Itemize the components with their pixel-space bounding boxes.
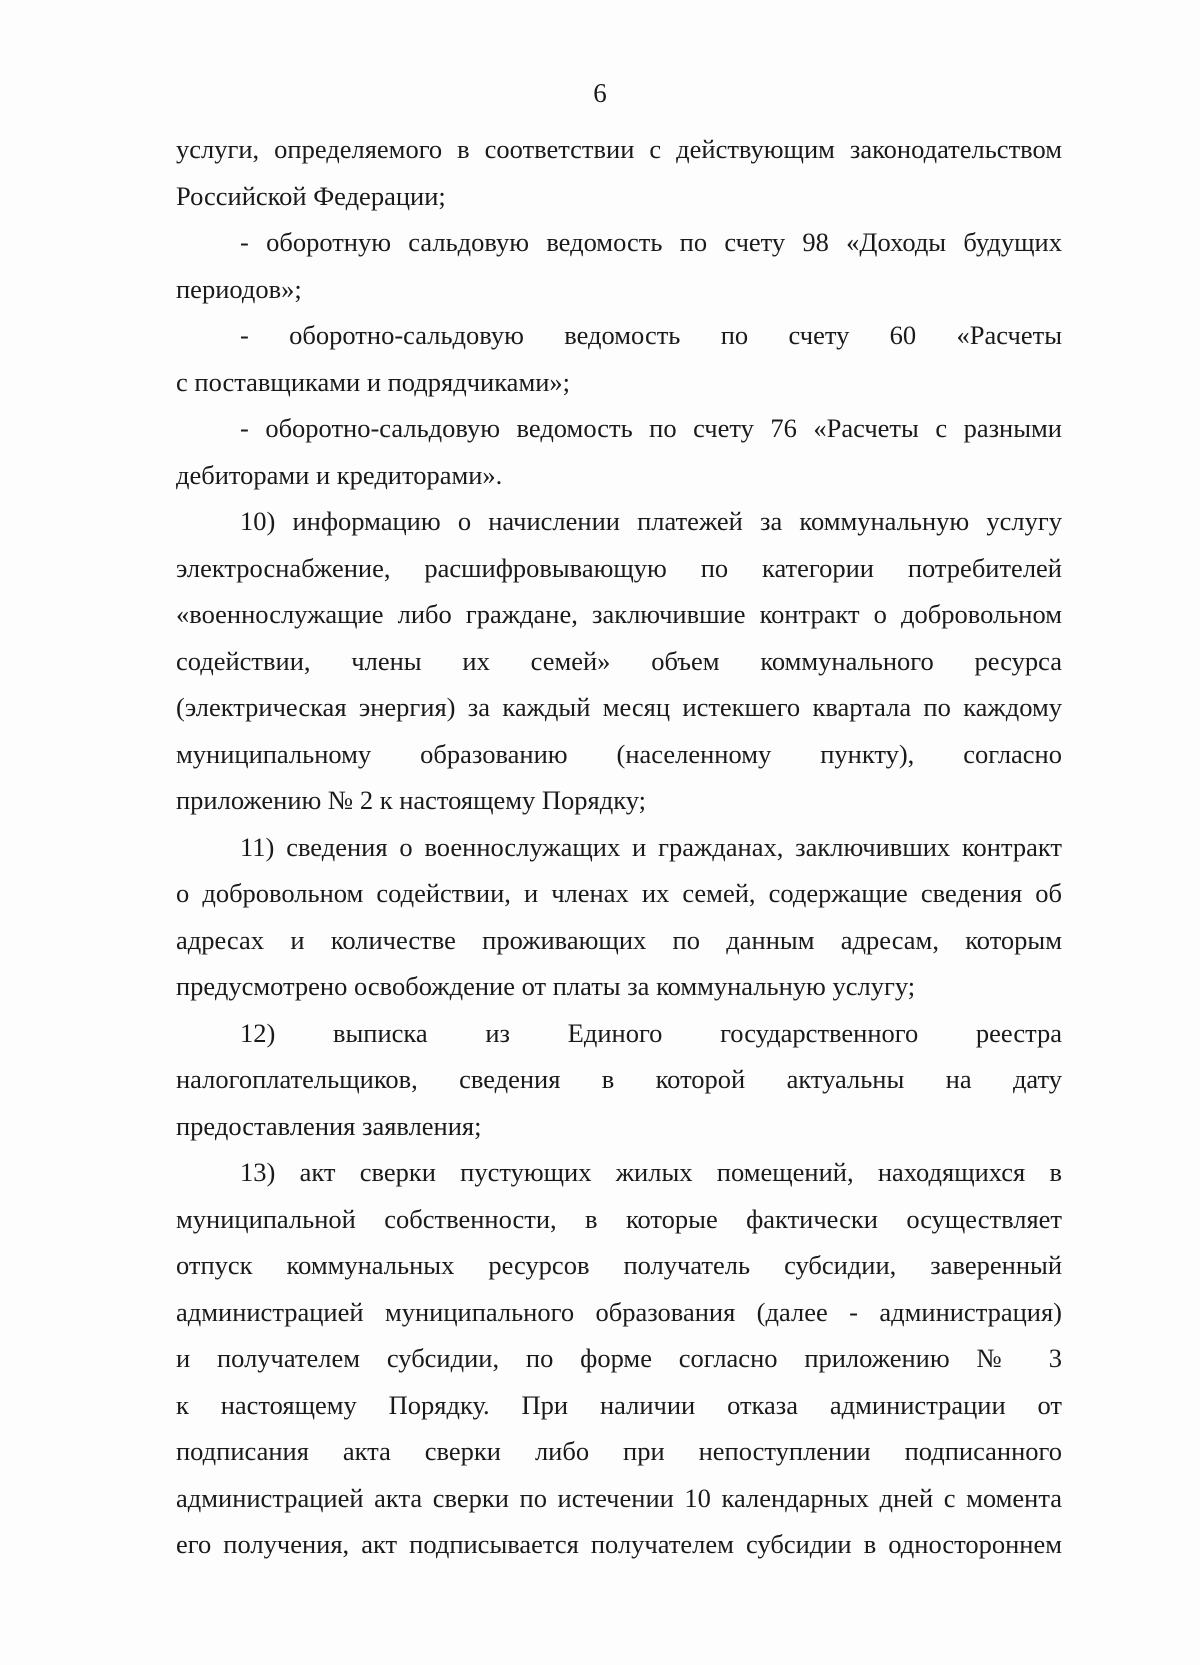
text-line: Российской Федерации; bbox=[176, 180, 446, 211]
text-line: дебиторами и кредиторами». bbox=[176, 459, 503, 490]
page-number: 6 bbox=[593, 78, 607, 108]
text-line: услуги, определяемого в соответствии с действующим законодательством bbox=[176, 134, 1062, 164]
text-line: предусмотрено освобождение от платы за коммунальную услугу; bbox=[176, 971, 916, 1001]
paragraph-item-11 bbox=[176, 824, 1062, 1010]
text-line: муниципальной собственности, в которые фактически осуществляет bbox=[176, 1203, 1062, 1234]
text-line: предоставления заявления; bbox=[176, 1110, 482, 1141]
paragraph-list-item bbox=[176, 405, 1062, 498]
paragraph-list-item bbox=[176, 312, 1062, 405]
text-line: 13) акт сверки пустующих жилых помещений, находящихся в bbox=[240, 1157, 1062, 1187]
paragraph-item-10 bbox=[176, 498, 1062, 824]
text-line: и получателем субсидии, по форме согласно приложению № 3 bbox=[176, 1343, 1062, 1373]
text-line: администрацией акта сверки по истечении 10 календарных дней с момента bbox=[176, 1482, 1062, 1513]
text-line: - оборотно-сальдовую ведомость по счету 76 «Расчеты с разными bbox=[240, 413, 1062, 443]
text-line: (электрическая энергия) за каждый месяц истекшего квартала по каждому bbox=[176, 692, 1062, 722]
text-line: подписания акта сверки либо при непоступлении подписанного bbox=[176, 1436, 1062, 1466]
text-line: его получения, акт подписывается получателем субсидии в одностороннем bbox=[176, 1529, 1062, 1559]
text-line: «военнослужащие либо граждане, заключившие контракт о добровольном bbox=[176, 599, 1062, 629]
text-line: администрацией муниципального образования (далее - администрация) bbox=[176, 1296, 1062, 1327]
text-line: 11) сведения о военнослужащих и гражданах, заключивших контракт bbox=[240, 831, 1062, 862]
text-line: периодов»; bbox=[176, 273, 302, 304]
text-line: 12) выписка из Единого государственного реестра bbox=[240, 1017, 1062, 1048]
text-line: 10) информацию о начислении платежей за коммунальную услугу bbox=[240, 506, 1062, 536]
text-line: содействии, члены их семей» объем коммунального ресурса bbox=[176, 645, 1062, 676]
text-line: - оборотную сальдовую ведомость по счету 98 «Доходы будущих bbox=[240, 227, 1062, 257]
document-body bbox=[176, 126, 1062, 1568]
text-line: адресах и количестве проживающих по данным адресам, которым bbox=[176, 924, 1062, 955]
paragraph-item-12 bbox=[176, 1010, 1062, 1150]
text-line: электроснабжение, расшифровывающую по категории потребителей bbox=[176, 552, 1062, 583]
text-line: налогоплательщиков, сведения в которой актуальны на дату bbox=[176, 1064, 1062, 1094]
paragraph-list-item bbox=[176, 219, 1062, 312]
text-line: о добровольном содействии, и членах их семей, содержащие сведения об bbox=[176, 878, 1062, 908]
text-line: к настоящему Порядку. При наличии отказа администрации от bbox=[176, 1389, 1062, 1420]
text-line: отпуск коммунальных ресурсов получатель субсидии, заверенный bbox=[176, 1250, 1062, 1280]
text-line: с поставщиками и подрядчиками»; bbox=[176, 366, 571, 397]
paragraph-item-13 bbox=[176, 1149, 1062, 1568]
text-line: муниципальному образованию (населенному пункту), согласно bbox=[176, 738, 1062, 769]
paragraph-continuation bbox=[176, 126, 1062, 219]
text-line: приложению № 2 к настоящему Порядку; bbox=[176, 785, 646, 815]
text-line: - оборотно-сальдовую ведомость по счету 60 «Расчеты bbox=[240, 320, 1062, 350]
